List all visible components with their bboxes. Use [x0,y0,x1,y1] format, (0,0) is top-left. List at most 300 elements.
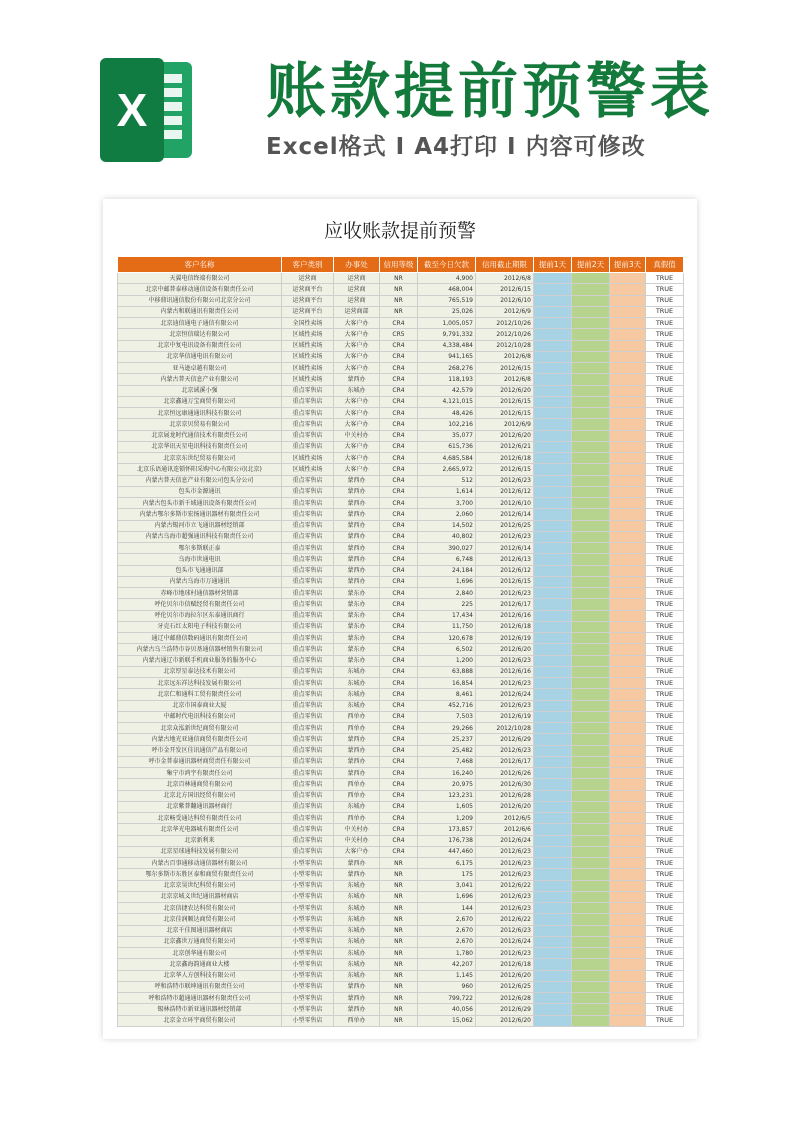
alert-cell[interactable] [610,576,646,587]
table-cell[interactable]: TRUE [646,903,684,914]
table-cell[interactable]: TRUE [646,801,684,812]
table-cell[interactable]: 北京金立环宇商贸有限公司 [118,1015,282,1026]
alert-cell[interactable] [610,936,646,947]
alert-cell[interactable] [610,284,646,295]
table-cell[interactable]: 2012/6/16 [476,610,534,621]
table-cell[interactable]: TRUE [646,610,684,621]
alert-cell[interactable] [572,554,610,565]
table-cell[interactable]: 941,165 [418,351,476,362]
table-cell[interactable]: 小型零售店 [282,880,334,891]
table-cell[interactable]: 2012/6/23 [476,745,534,756]
alert-cell[interactable] [534,936,572,947]
table-cell[interactable]: TRUE [646,441,684,452]
alert-cell[interactable] [572,1004,610,1015]
alert-cell[interactable] [572,351,610,362]
alert-cell[interactable] [572,565,610,576]
table-cell[interactable]: 2012/6/18 [476,621,534,632]
table-cell[interactable]: CR4 [380,756,418,767]
alert-cell[interactable] [572,340,610,351]
table-cell[interactable]: TRUE [646,981,684,992]
table-cell[interactable]: NR [380,1015,418,1026]
table-cell[interactable]: TRUE [646,914,684,925]
alert-cell[interactable] [572,959,610,970]
table-cell[interactable]: TRUE [646,374,684,385]
table-cell[interactable]: TRUE [646,891,684,902]
table-cell[interactable]: 重点零售店 [282,385,334,396]
alert-cell[interactable] [610,588,646,599]
table-cell[interactable]: 2012/6/17 [476,599,534,610]
alert-cell[interactable] [610,948,646,959]
col-header[interactable]: 真假值 [646,257,684,273]
alert-cell[interactable] [534,588,572,599]
table-cell[interactable]: 重点零售店 [282,599,334,610]
alert-cell[interactable] [572,981,610,992]
table-cell[interactable]: 北京恒信瑞达有限公司 [118,329,282,340]
table-cell[interactable]: 小型零售店 [282,891,334,902]
alert-cell[interactable] [610,329,646,340]
table-cell[interactable]: 2012/6/30 [476,779,534,790]
alert-cell[interactable] [534,273,572,284]
table-cell[interactable]: 重点零售店 [282,813,334,824]
alert-cell[interactable] [610,543,646,554]
table-cell[interactable]: 蒙西办 [334,520,380,531]
table-cell[interactable]: 鄂尔多斯市东胜区泰和商贸有限责任公司 [118,869,282,880]
table-cell[interactable]: 北京迪信通电子通信有限公司 [118,318,282,329]
alert-cell[interactable] [610,914,646,925]
table-cell[interactable]: 重点零售店 [282,621,334,632]
alert-cell[interactable] [610,318,646,329]
table-cell[interactable]: 呼和浩特市联坤通讯有限责任公司 [118,981,282,992]
table-cell[interactable]: CR4 [380,565,418,576]
table-cell[interactable]: 内蒙古鄂尔多斯市宏扬通讯器材有限责任公司 [118,509,282,520]
table-cell[interactable]: 175 [418,869,476,880]
alert-cell[interactable] [572,509,610,520]
col-header[interactable]: 提前2天 [572,257,610,273]
table-cell[interactable]: 重点零售店 [282,700,334,711]
table-cell[interactable]: 452,716 [418,700,476,711]
table-cell[interactable]: 呼伦贝尔市信赋经贸有限责任公司 [118,599,282,610]
alert-cell[interactable] [610,295,646,306]
table-cell[interactable]: 北京华光电器城有限责任公司 [118,824,282,835]
table-cell[interactable]: TRUE [646,486,684,497]
table-cell[interactable]: 北京恒远康通通讯科技有限公司 [118,408,282,419]
table-cell[interactable]: 6,502 [418,644,476,655]
alert-cell[interactable] [610,655,646,666]
table-cell[interactable]: TRUE [646,813,684,824]
alert-cell[interactable] [534,419,572,430]
table-cell[interactable]: 蒙东办 [334,621,380,632]
alert-cell[interactable] [610,408,646,419]
table-cell[interactable]: TRUE [646,644,684,655]
table-cell[interactable]: NR [380,925,418,936]
alert-cell[interactable] [572,576,610,587]
alert-cell[interactable] [610,970,646,981]
table-cell[interactable]: CR4 [380,475,418,486]
table-cell[interactable]: 东城办 [334,880,380,891]
table-cell[interactable]: 63,888 [418,666,476,677]
table-cell[interactable]: 2012/6/20 [476,1015,534,1026]
table-cell[interactable]: TRUE [646,329,684,340]
alert-cell[interactable] [534,610,572,621]
alert-cell[interactable] [610,959,646,970]
table-cell[interactable]: 东城办 [334,385,380,396]
table-cell[interactable]: CR4 [380,599,418,610]
table-cell[interactable]: TRUE [646,970,684,981]
alert-cell[interactable] [572,374,610,385]
table-cell[interactable]: CR4 [380,576,418,587]
table-cell[interactable]: 2012/6/18 [476,959,534,970]
table-cell[interactable]: 2012/6/23 [476,678,534,689]
table-cell[interactable]: 蒙东办 [334,644,380,655]
table-cell[interactable]: 2012/6/23 [476,531,534,542]
table-cell[interactable]: TRUE [646,779,684,790]
alert-cell[interactable] [610,903,646,914]
table-cell[interactable]: 重点零售店 [282,610,334,621]
table-cell[interactable]: 1,200 [418,655,476,666]
alert-cell[interactable] [572,858,610,869]
alert-cell[interactable] [534,813,572,824]
table-cell[interactable]: 4,121,015 [418,396,476,407]
table-cell[interactable]: 北京佳润顺达商贸有限公司 [118,914,282,925]
table-cell[interactable]: 重点零售店 [282,543,334,554]
table-cell[interactable]: 运营商 [334,273,380,284]
table-cell[interactable]: 北京华讯天星电讯科技有限责任公司 [118,441,282,452]
alert-cell[interactable] [572,385,610,396]
table-cell[interactable]: 重点零售店 [282,396,334,407]
table-cell[interactable]: 区域性卖场 [282,340,334,351]
table-cell[interactable]: 2012/6/6 [476,824,534,835]
table-cell[interactable]: 40,802 [418,531,476,542]
table-cell[interactable]: 2012/6/23 [476,846,534,857]
table-cell[interactable]: 蒙西办 [334,768,380,779]
table-cell[interactable]: 内蒙古乌海市超强通讯科技有限责任公司 [118,531,282,542]
table-cell[interactable]: 20,975 [418,779,476,790]
alert-cell[interactable] [534,993,572,1004]
table-cell[interactable]: 2012/6/18 [476,453,534,464]
alert-cell[interactable] [534,689,572,700]
alert-cell[interactable] [610,453,646,464]
alert-cell[interactable] [572,880,610,891]
alert-cell[interactable] [610,565,646,576]
col-header[interactable]: 信用截止期限 [476,257,534,273]
alert-cell[interactable] [610,396,646,407]
alert-cell[interactable] [534,981,572,992]
table-cell[interactable]: 2,670 [418,925,476,936]
table-cell[interactable]: CR4 [380,520,418,531]
table-cell[interactable]: NR [380,891,418,902]
table-cell[interactable]: 重点零售店 [282,498,334,509]
alert-cell[interactable] [534,756,572,767]
alert-cell[interactable] [534,745,572,756]
alert-cell[interactable] [572,464,610,475]
table-cell[interactable]: 重点零售店 [282,441,334,452]
table-cell[interactable]: 2012/6/15 [476,576,534,587]
table-cell[interactable]: TRUE [646,768,684,779]
table-cell[interactable]: TRUE [646,948,684,959]
table-cell[interactable]: 东城办 [334,914,380,925]
table-cell[interactable]: 蒙西办 [334,576,380,587]
alert-cell[interactable] [572,936,610,947]
alert-cell[interactable] [610,554,646,565]
table-cell[interactable]: 全国性卖场 [282,318,334,329]
table-cell[interactable]: 牙克石红太阳电子科技有限公司 [118,621,282,632]
alert-cell[interactable] [572,273,610,284]
table-cell[interactable]: TRUE [646,498,684,509]
alert-cell[interactable] [534,565,572,576]
table-cell[interactable]: 内蒙古普天信息产业有限公司 [118,374,282,385]
table-cell[interactable]: CR4 [380,813,418,824]
alert-cell[interactable] [572,869,610,880]
table-cell[interactable]: 亚马逊卓越有限公司 [118,363,282,374]
table-cell[interactable]: 2012/6/15 [476,464,534,475]
table-cell[interactable]: 北京新利来 [118,835,282,846]
table-cell[interactable]: 重点零售店 [282,419,334,430]
table-cell[interactable]: 大客户办 [334,363,380,374]
table-cell[interactable]: CR4 [380,768,418,779]
table-cell[interactable]: 东城办 [334,678,380,689]
table-cell[interactable]: 16,854 [418,678,476,689]
table-cell[interactable]: CR4 [380,723,418,734]
table-cell[interactable]: 16,240 [418,768,476,779]
alert-cell[interactable] [572,396,610,407]
table-cell[interactable]: NR [380,959,418,970]
table-cell[interactable]: 15,062 [418,1015,476,1026]
table-cell[interactable]: 内蒙古锡河市立飞通讯器材经销部 [118,520,282,531]
alert-cell[interactable] [572,531,610,542]
table-cell[interactable]: 小型零售店 [282,1004,334,1015]
table-cell[interactable]: CR4 [380,734,418,745]
table-cell[interactable]: 2012/6/22 [476,880,534,891]
alert-cell[interactable] [572,610,610,621]
table-cell[interactable]: TRUE [646,295,684,306]
table-cell[interactable]: 6,175 [418,858,476,869]
alert-cell[interactable] [610,441,646,452]
table-cell[interactable]: CR4 [380,408,418,419]
table-cell[interactable]: 120,678 [418,633,476,644]
alert-cell[interactable] [610,723,646,734]
alert-cell[interactable] [534,385,572,396]
table-cell[interactable]: TRUE [646,925,684,936]
table-cell[interactable]: 512 [418,475,476,486]
table-cell[interactable]: TRUE [646,689,684,700]
alert-cell[interactable] [610,363,646,374]
table-cell[interactable]: 48,426 [418,408,476,419]
table-cell[interactable]: 小型零售店 [282,1015,334,1026]
table-cell[interactable]: 重点零售店 [282,678,334,689]
table-cell[interactable]: 102,216 [418,419,476,430]
alert-cell[interactable] [572,891,610,902]
table-cell[interactable]: 西单办 [334,790,380,801]
table-cell[interactable]: CR4 [380,779,418,790]
alert-cell[interactable] [610,531,646,542]
table-cell[interactable]: 北京京贝贸易有限公司 [118,419,282,430]
alert-cell[interactable] [534,543,572,554]
table-cell[interactable]: 区域性卖场 [282,329,334,340]
table-cell[interactable]: 蒙东办 [334,588,380,599]
table-cell[interactable]: 2012/6/15 [476,408,534,419]
alert-cell[interactable] [534,453,572,464]
alert-cell[interactable] [572,993,610,1004]
table-cell[interactable]: 北京中邮普泰移动通信设备有限责任公司 [118,284,282,295]
table-cell[interactable]: 2012/6/9 [476,419,534,430]
table-cell[interactable]: 重点零售店 [282,644,334,655]
table-cell[interactable]: 25,482 [418,745,476,756]
alert-cell[interactable] [610,419,646,430]
table-cell[interactable]: 重点零售店 [282,475,334,486]
table-cell[interactable]: TRUE [646,846,684,857]
table-cell[interactable]: 东城办 [334,925,380,936]
table-cell[interactable]: 北京华人方创科技有限公司 [118,970,282,981]
col-header[interactable]: 截至今日欠款 [418,257,476,273]
alert-cell[interactable] [610,464,646,475]
table-cell[interactable]: TRUE [646,599,684,610]
table-cell[interactable]: 225 [418,599,476,610]
alert-cell[interactable] [534,666,572,677]
table-cell[interactable]: 蒙西办 [334,858,380,869]
table-cell[interactable]: 中移鼎讯通信股份有限公司北京分公司 [118,295,282,306]
table-cell[interactable]: 呼伦贝尔市海拉尔区东泰通讯商行 [118,610,282,621]
table-cell[interactable]: 1,005,057 [418,318,476,329]
alert-cell[interactable] [610,340,646,351]
table-cell[interactable]: TRUE [646,959,684,970]
table-cell[interactable]: 2012/6/20 [476,644,534,655]
table-cell[interactable]: 北京华信通电讯有限公司 [118,351,282,362]
table-cell[interactable]: 2012/6/29 [476,734,534,745]
table-cell[interactable]: 小型零售店 [282,993,334,1004]
table-cell[interactable]: 大客户办 [334,351,380,362]
table-cell[interactable]: 运营商 [334,295,380,306]
table-cell[interactable]: 包头市飞通通讯部 [118,565,282,576]
table-cell[interactable]: 区域性卖场 [282,351,334,362]
alert-cell[interactable] [610,846,646,857]
table-cell[interactable]: 35,077 [418,430,476,441]
table-cell[interactable]: 东城办 [334,970,380,981]
table-cell[interactable]: 蒙西办 [334,554,380,565]
alert-cell[interactable] [534,306,572,317]
table-cell[interactable]: 蒙西办 [334,981,380,992]
table-cell[interactable]: CR4 [380,801,418,812]
table-cell[interactable]: 内蒙古乌兰浩特市谷贝基通信器材销售有限公司 [118,644,282,655]
table-cell[interactable]: CR5 [380,329,418,340]
alert-cell[interactable] [572,970,610,981]
table-cell[interactable]: 蒙东办 [334,633,380,644]
table-cell[interactable]: 799,722 [418,993,476,1004]
table-cell[interactable]: 小型零售店 [282,903,334,914]
table-cell[interactable]: 2012/10/28 [476,723,534,734]
table-cell[interactable]: 重点零售店 [282,509,334,520]
table-cell[interactable]: 蒙西办 [334,509,380,520]
table-cell[interactable]: CR4 [380,453,418,464]
table-cell[interactable]: 2012/6/23 [476,858,534,869]
table-cell[interactable]: 西单办 [334,1015,380,1026]
table-cell[interactable]: TRUE [646,509,684,520]
table-cell[interactable]: CR4 [380,711,418,722]
table-cell[interactable]: NR [380,948,418,959]
table-cell[interactable]: 北京乐语通讯连锁怀阳采购中心有限公司(北京) [118,464,282,475]
table-cell[interactable]: NR [380,1004,418,1015]
alert-cell[interactable] [534,464,572,475]
table-cell[interactable]: 2012/6/23 [476,700,534,711]
alert-cell[interactable] [572,801,610,812]
table-cell[interactable]: 4,685,584 [418,453,476,464]
alert-cell[interactable] [572,723,610,734]
table-cell[interactable]: 重点零售店 [282,633,334,644]
table-cell[interactable]: 2012/6/26 [476,768,534,779]
table-cell[interactable]: 2012/6/5 [476,813,534,824]
table-cell[interactable]: TRUE [646,633,684,644]
table-cell[interactable]: TRUE [646,745,684,756]
table-cell[interactable]: 268,276 [418,363,476,374]
table-cell[interactable]: 天翼电信终端有限公司 [118,273,282,284]
table-cell[interactable]: 重点零售店 [282,408,334,419]
table-cell[interactable]: NR [380,981,418,992]
table-cell[interactable]: TRUE [646,576,684,587]
table-cell[interactable]: 4,900 [418,273,476,284]
table-cell[interactable]: 1,605 [418,801,476,812]
table-cell[interactable]: TRUE [646,340,684,351]
alert-cell[interactable] [610,801,646,812]
table-cell[interactable]: 2012/6/21 [476,441,534,452]
table-cell[interactable]: 2012/6/19 [476,711,534,722]
alert-cell[interactable] [534,903,572,914]
alert-cell[interactable] [572,779,610,790]
alert-cell[interactable] [610,306,646,317]
table-cell[interactable]: 17,434 [418,610,476,621]
table-cell[interactable]: 蒙西办 [334,486,380,497]
table-cell[interactable]: CR4 [380,633,418,644]
table-cell[interactable]: 重点零售店 [282,745,334,756]
table-cell[interactable]: 北京京城义世纪通讯器材商店 [118,891,282,902]
table-cell[interactable]: 北京京昊世纪科贸有限公司 [118,880,282,891]
table-cell[interactable]: CR4 [380,745,418,756]
table-cell[interactable]: 2012/6/22 [476,914,534,925]
table-cell[interactable]: TRUE [646,734,684,745]
alert-cell[interactable] [610,374,646,385]
alert-cell[interactable] [572,745,610,756]
alert-cell[interactable] [534,779,572,790]
alert-cell[interactable] [534,621,572,632]
table-cell[interactable]: NR [380,970,418,981]
table-cell[interactable]: 2012/6/24 [476,835,534,846]
table-cell[interactable]: TRUE [646,678,684,689]
alert-cell[interactable] [534,925,572,936]
table-cell[interactable]: CR4 [380,846,418,857]
table-cell[interactable]: TRUE [646,666,684,677]
table-cell[interactable]: TRUE [646,723,684,734]
table-cell[interactable]: 大客户办 [334,396,380,407]
table-cell[interactable]: 468,004 [418,284,476,295]
table-cell[interactable]: 重点零售店 [282,588,334,599]
table-cell[interactable]: TRUE [646,351,684,362]
table-cell[interactable]: 东城办 [334,801,380,812]
alert-cell[interactable] [572,295,610,306]
table-cell[interactable]: 重点零售店 [282,824,334,835]
table-cell[interactable]: 2012/10/28 [476,340,534,351]
alert-cell[interactable] [534,846,572,857]
alert-cell[interactable] [534,509,572,520]
alert-cell[interactable] [534,824,572,835]
table-cell[interactable]: TRUE [646,790,684,801]
table-cell[interactable]: 西单办 [334,813,380,824]
table-cell[interactable]: 大客户办 [334,464,380,475]
table-cell[interactable]: 北京信捷农达科贸有限公司 [118,903,282,914]
table-cell[interactable]: 2012/6/19 [476,633,534,644]
table-cell[interactable]: 8,461 [418,689,476,700]
alert-cell[interactable] [534,599,572,610]
table-cell[interactable]: 小型零售店 [282,925,334,936]
table-cell[interactable]: 2012/6/12 [476,565,534,576]
table-cell[interactable]: 9,791,332 [418,329,476,340]
